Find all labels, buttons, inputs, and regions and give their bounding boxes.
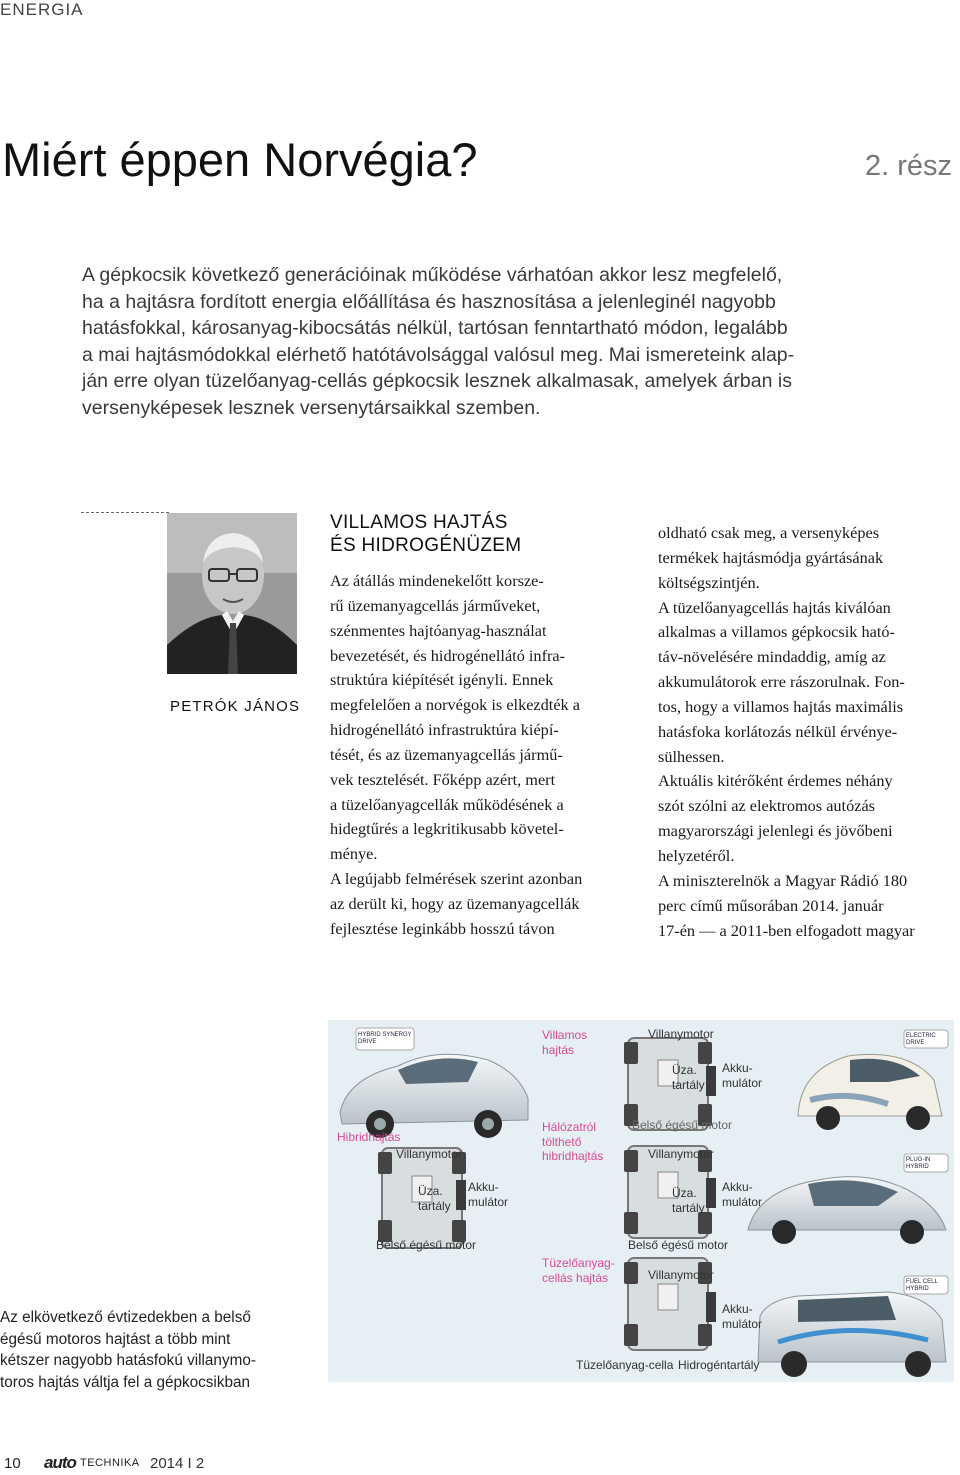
column-line: hidrogénellátó infrastruktúra kiépí-	[330, 720, 559, 740]
label-fuel-cell: Tüzelőanyag-cella	[576, 1358, 674, 1372]
page-title: Miért éppen Norvégia?	[2, 133, 478, 186]
page-number: 10	[4, 1455, 21, 1472]
label-hydrogen-tank: Hidrogéntartály	[678, 1358, 760, 1372]
lead-paragraph	[82, 262, 944, 421]
label-battery-3: Akku- mulátor	[722, 1180, 763, 1209]
label-electric-motor-3: Villanymotor	[648, 1147, 714, 1161]
issue-number: 2014 I 2	[150, 1455, 205, 1472]
lead-line: ha a hajtásra fordított energia előállítása és hasznosítása a jelenleginél nagyobb	[82, 290, 776, 313]
label-fuel-cell-drive: Tüzelőanyag- cellás hajtás	[542, 1256, 615, 1285]
subhead-line: ÉS HIDROGÉNÜZEM	[330, 535, 522, 556]
column-line: rű üzemanyagcellás járműveket,	[330, 595, 541, 615]
label-battery-2: Akku- mulátor	[468, 1180, 509, 1209]
divider	[81, 512, 169, 513]
lead-line: A gépkocsik következő generációinak működése várhatóan akkor lesz megfelelő,	[82, 264, 783, 286]
author-portrait-illustration	[167, 513, 297, 674]
column-line: helyzetéről.	[658, 845, 735, 865]
label-ice-3: Belső égésű motor	[628, 1238, 729, 1252]
column-line: alkalmas a villamos gépkocsik ható-	[658, 622, 895, 642]
page-footer	[0, 1455, 960, 1475]
column-line: magyarországi jelenlegi és jövőbeni	[658, 821, 893, 841]
author-photo	[167, 513, 297, 674]
drivetrain-figure	[328, 1020, 954, 1382]
badge-electric: ELECTRIC DRIVE	[906, 1033, 936, 1046]
label-fuel-tank-3: Üza. tartály	[672, 1186, 705, 1215]
label-fuel-tank-2: Üza. tartály	[418, 1184, 451, 1213]
column-line: szót szólni az elektromos autózás	[658, 796, 876, 816]
column-line: az derült ki, hogy az üzemanyagcellák	[330, 893, 580, 913]
article-subhead	[330, 511, 521, 557]
part-label: 2. rész	[864, 150, 952, 182]
column-line: szénmentes hajtóanyag-használat	[330, 620, 547, 640]
label-plugin-hybrid: Hálózatról tölthető hibridhajtás	[542, 1120, 604, 1163]
column-line: fejlesztése leginkább hosszú távon	[330, 918, 555, 938]
column-line: struktúra kiépítését igényli. Ennek	[330, 670, 554, 690]
column-line: táv-növelésére mindaddig, amíg az	[658, 647, 886, 667]
column-line: hatásfoka korlátozás nélkül érvénye-	[658, 721, 898, 741]
column-line: perc című műsorában 2014. január	[658, 895, 884, 915]
label-battery-4: Akku- mulátor	[722, 1302, 763, 1331]
label-fuel-tank-1: Üza. tartály	[672, 1063, 705, 1092]
lead-line: a mai hajtásmódokkal elérhető hatótávolsággal valósul meg. Mai ismereteink alap-	[82, 343, 795, 366]
lead-line: versenyképesek lesznek versenytársaikkal szemben.	[82, 396, 541, 419]
brand-logo-auto: auto	[44, 1453, 76, 1472]
label-battery-1: Akku- mulátor	[722, 1061, 763, 1090]
column-line: A miniszterelnök a Magyar Rádió 180	[658, 870, 908, 890]
article-column-2	[658, 521, 915, 943]
label-electric-drive: Villamos hajtás	[542, 1028, 588, 1057]
column-line: tos, hogy a villamos hajtás maximális	[658, 696, 904, 716]
column-line: költségszintjén.	[658, 572, 760, 592]
caption-line: toros hajtás váltja fel a gépkocsikban	[0, 1373, 250, 1391]
column-line: Aktuális kitérőként érdemes néhány	[658, 771, 893, 791]
author-name: PETRÓK JÁNOS	[170, 698, 301, 715]
caption-line: Az elkövetkező évtizedekben a belső	[0, 1309, 251, 1326]
column-line: akkumulátorok erre rászorulnak. Fon-	[658, 672, 905, 692]
column-line: bevezetését, és hidrogénellátó infra-	[330, 645, 566, 665]
column-line: ménye.	[330, 844, 378, 864]
brand-logo-technika: TECHNIKA	[80, 1457, 140, 1469]
section-label: ENERGIA	[0, 0, 84, 19]
badge-hybrid: HYBRID SYNERGY DRIVE	[358, 1032, 412, 1045]
column-line: termékek hajtásmódja gyártásának	[658, 547, 884, 567]
figure-caption	[0, 1307, 300, 1393]
badge-plugin: PLUG-IN HYBRID	[906, 1157, 931, 1170]
column-line: hidegtűrés a legkritikusabb követel-	[330, 819, 564, 839]
column-line: Az átállás mindenekelőtt korsze-	[330, 571, 544, 590]
lead-line: ján erre olyan tüzelőanyag-cellás gépkocsik lesznek alkalmasak, amelyek árban is	[82, 370, 792, 392]
column-line: 17-én — a 2011-ben elfogadott magyar	[658, 920, 915, 940]
article-column-1	[330, 569, 582, 942]
column-line: megfelelően a norvégok is elkezdték a	[330, 695, 580, 715]
label-ice-1: Belső égésű motor	[632, 1118, 733, 1132]
column-line: A tüzelőanyagcellás hajtás kiválóan	[658, 597, 891, 617]
subhead-line: VILLAMOS HAJTÁS	[330, 512, 508, 533]
caption-line: égésű motoros hajtást a több mint	[0, 1330, 231, 1348]
badge-fuelcell: FUEL CELL HYBRID	[906, 1279, 938, 1292]
column-line: a tüzelőanyagcellák működésének a	[330, 794, 564, 814]
lead-line: hatásfokkal, károsanyag-kibocsátás nélkül, tartósan fenntartható módon, legalább	[82, 317, 788, 339]
column-line: oldható csak meg, a versenyképes	[658, 523, 880, 542]
label-electric-motor-4: Villanymotor	[648, 1268, 714, 1282]
label-hybrid-drive: Hibridhajtás	[337, 1130, 401, 1144]
column-line: A legújabb felmérések szerint azonban	[330, 869, 583, 889]
label-electric-motor-1: Villanymotor	[648, 1027, 714, 1041]
column-line: tését, és az üzemanyagcellás jármű-	[330, 744, 563, 764]
column-line: vek tesztelését. Főképp azért, mert	[330, 769, 556, 789]
caption-line: kétszer nagyobb hatásfokú villanymo-	[0, 1352, 256, 1369]
label-ice-2: Belső égésű motor	[376, 1238, 477, 1252]
label-electric-motor-2: Villanymotor	[396, 1147, 462, 1161]
column-line: sülhessen.	[658, 746, 725, 766]
